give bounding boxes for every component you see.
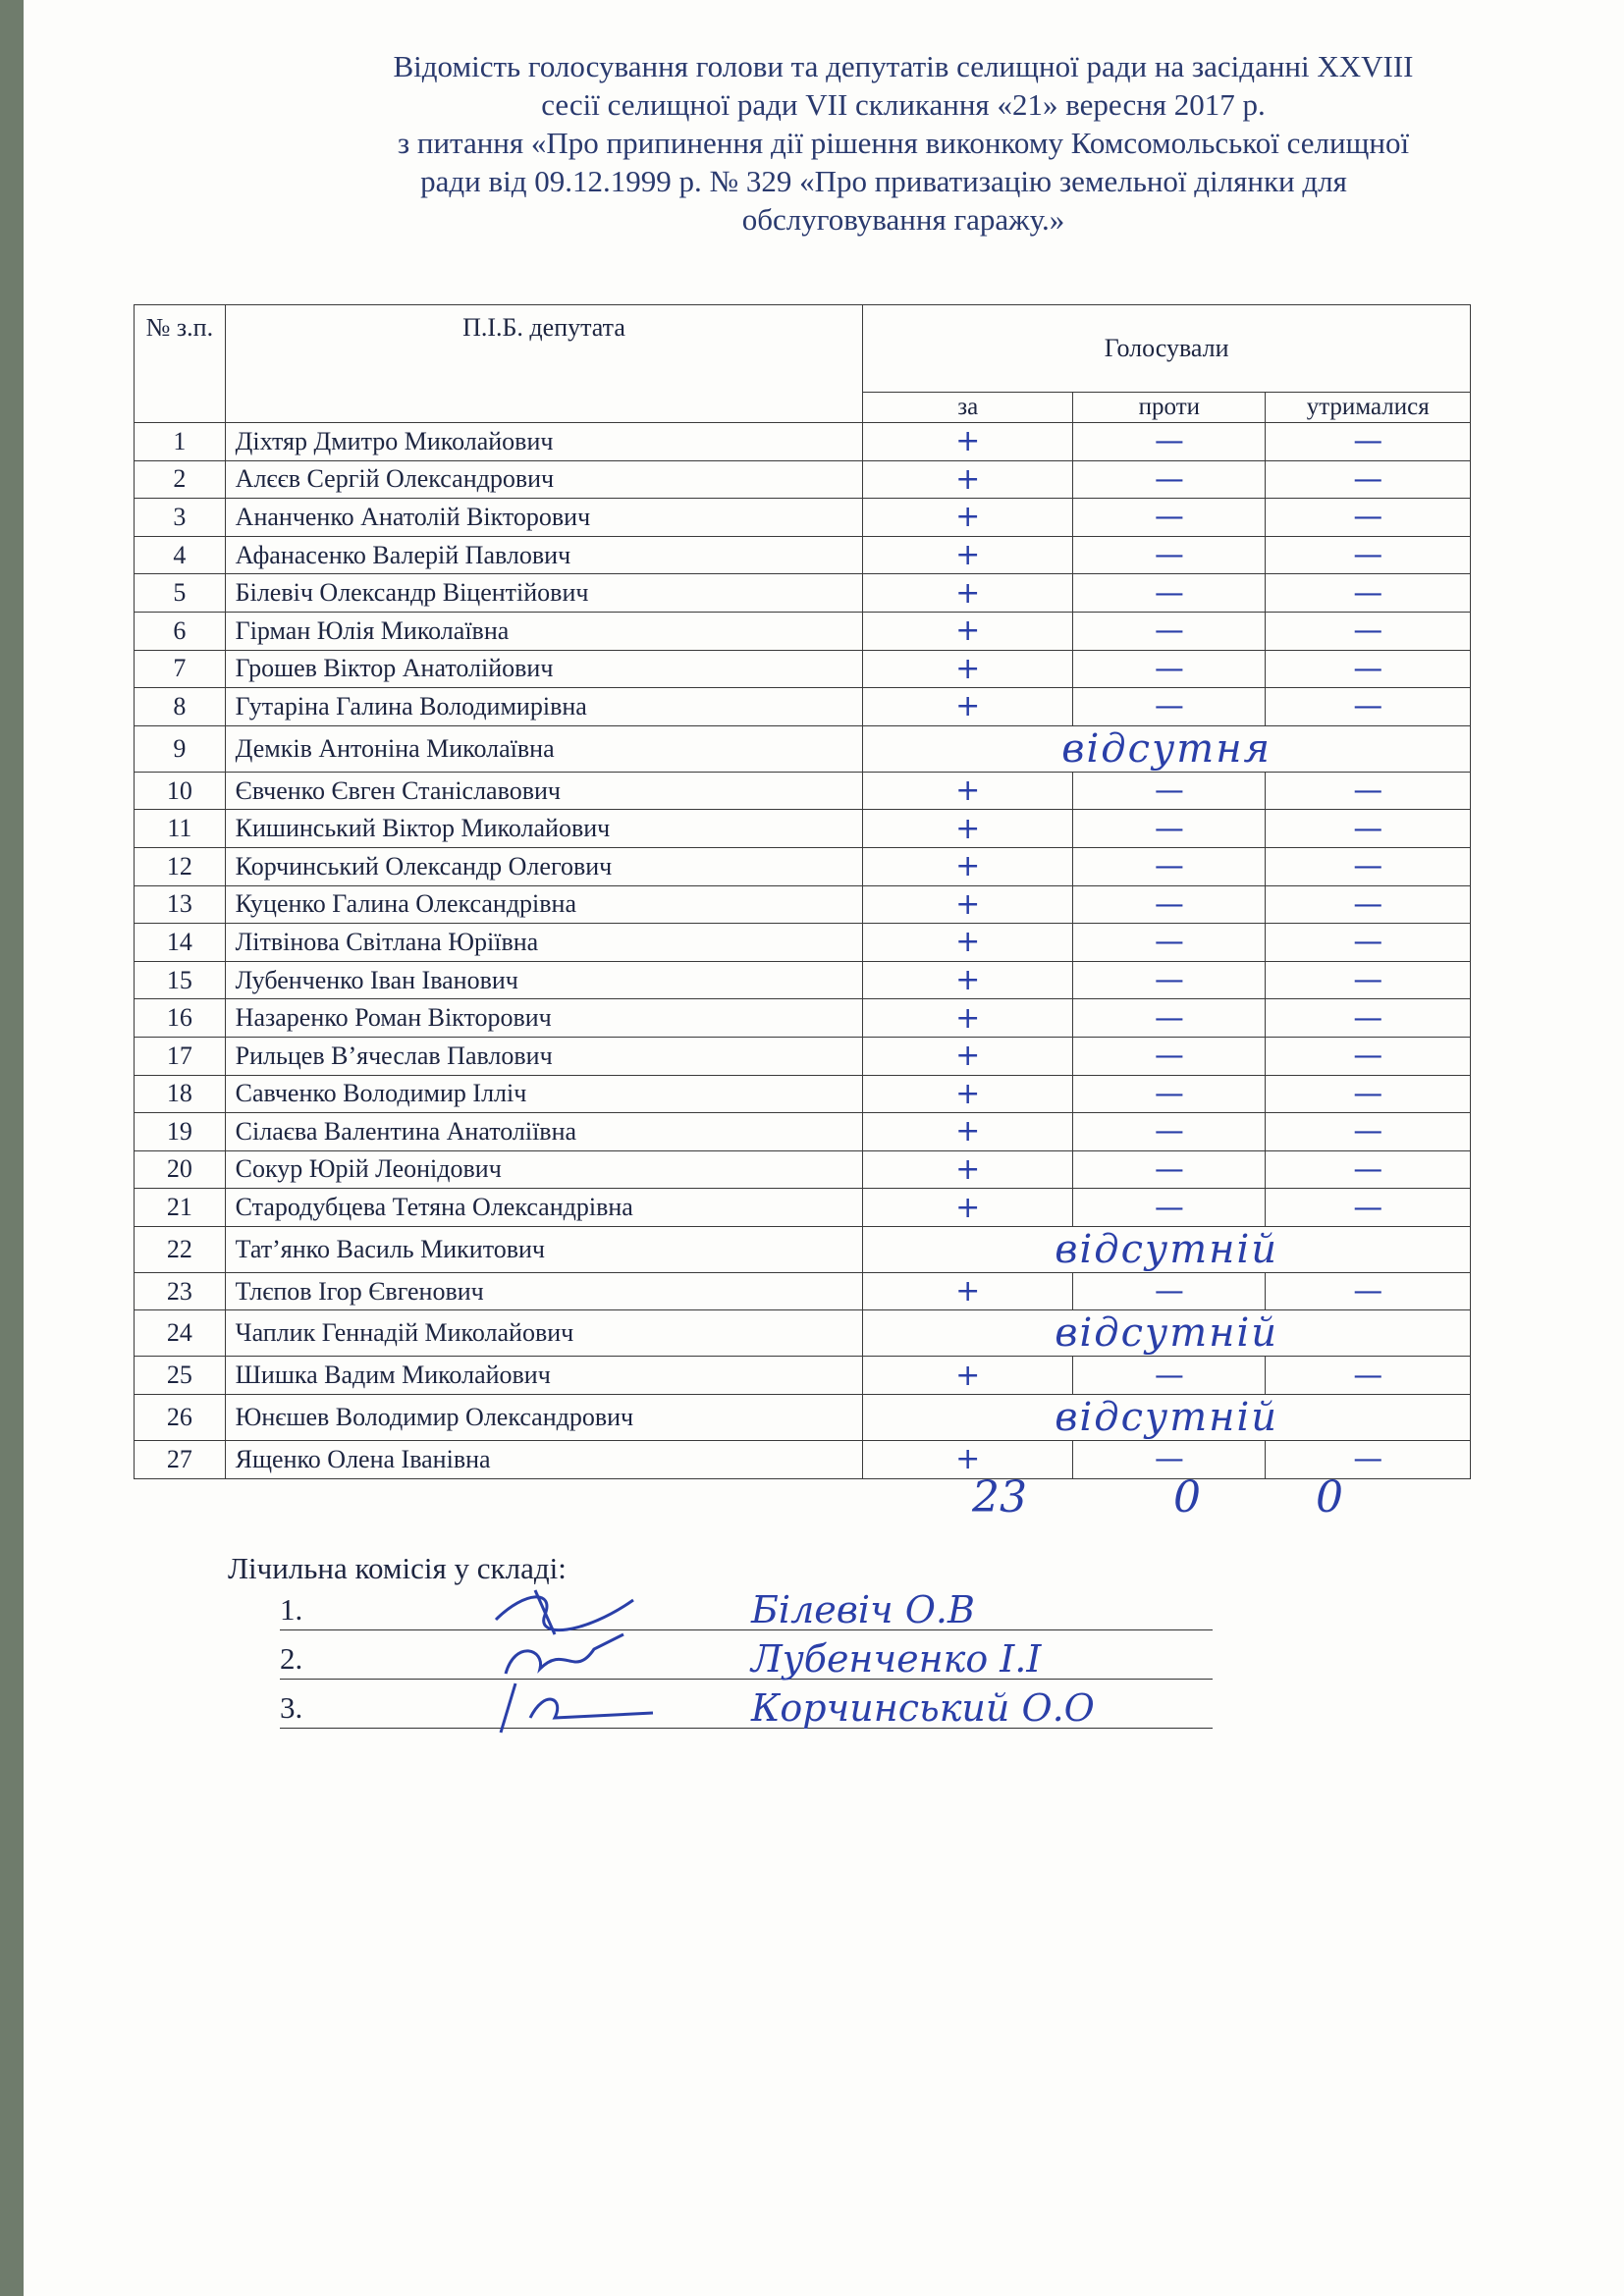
row-number: 2 — [135, 460, 226, 499]
deputy-name: Корчинський Олександр Олегович — [225, 847, 863, 885]
commission-label: Лічильна комісія у складі: — [228, 1551, 567, 1585]
vote-za: + — [863, 499, 1073, 537]
deputy-name: Євченко Євген Станіславович — [225, 772, 863, 810]
table-row — [135, 650, 1471, 688]
vote-za: + — [863, 1150, 1073, 1189]
scan-edge-strip — [0, 0, 24, 2296]
vote-proty: — — [1073, 650, 1266, 688]
deputy-name: Рильцев В’ячеслав Павлович — [225, 1037, 863, 1075]
vote-utr: — — [1266, 612, 1471, 650]
row-number: 9 — [135, 725, 226, 772]
table-row — [135, 423, 1471, 461]
table-row — [135, 574, 1471, 613]
vote-proty: — — [1073, 460, 1266, 499]
deputy-name: Стародубцева Тетяна Олександрівна — [225, 1189, 863, 1227]
vote-za: + — [863, 1357, 1073, 1395]
deputy-name: Ананченко Анатолій Вікторович — [225, 499, 863, 537]
vote-proty: — — [1073, 1037, 1266, 1075]
deputy-name: Літвінова Світлана Юріївна — [225, 924, 863, 962]
table-row — [135, 1226, 1471, 1272]
table-row — [135, 460, 1471, 499]
deputy-name: Діхтяр Дмитро Миколайович — [225, 423, 863, 461]
vote-za: + — [863, 574, 1073, 613]
row-number: 27 — [135, 1441, 226, 1479]
vote-za: + — [863, 810, 1073, 848]
row-number: 13 — [135, 885, 226, 924]
document-heading — [206, 47, 1600, 239]
deputy-name: Ященко Олена Іванівна — [225, 1441, 863, 1479]
absent-note: відсутня — [863, 725, 1471, 772]
vote-za: + — [863, 536, 1073, 574]
deputy-name: Грошев Віктор Анатолійович — [225, 650, 863, 688]
voting-table-body — [135, 423, 1471, 1479]
row-number: 25 — [135, 1357, 226, 1395]
absent-note: відсутній — [863, 1226, 1471, 1272]
vote-utr: — — [1266, 924, 1471, 962]
row-number: 10 — [135, 772, 226, 810]
table-row — [135, 772, 1471, 810]
row-number: 4 — [135, 536, 226, 574]
vote-proty: — — [1073, 1189, 1266, 1227]
table-row — [135, 885, 1471, 924]
vote-utr: — — [1266, 1150, 1471, 1189]
row-number: 21 — [135, 1189, 226, 1227]
vote-utr: — — [1266, 1037, 1471, 1075]
vote-za: + — [863, 423, 1073, 461]
deputy-name: Кишинський Віктор Миколайович — [225, 810, 863, 848]
vote-utr: — — [1266, 1113, 1471, 1151]
table-row — [135, 1150, 1471, 1189]
row-number: 22 — [135, 1226, 226, 1272]
vote-utr: — — [1266, 885, 1471, 924]
vote-proty: — — [1073, 810, 1266, 848]
vote-proty: — — [1073, 536, 1266, 574]
absent-note: відсутній — [863, 1395, 1471, 1441]
signature-line-3 — [280, 1688, 1213, 1729]
vote-za: + — [863, 650, 1073, 688]
deputy-name: Назаренко Роман Вікторович — [225, 999, 863, 1038]
deputy-name: Куценко Галина Олександрівна — [225, 885, 863, 924]
deputy-name: Юнєшев Володимир Олександрович — [225, 1395, 863, 1441]
row-number: 7 — [135, 650, 226, 688]
vote-proty: — — [1073, 1441, 1266, 1479]
deputy-name: Алєєв Сергій Олександрович — [225, 460, 863, 499]
header-name: П.І.Б. депутата — [225, 305, 863, 423]
vote-utr: — — [1266, 460, 1471, 499]
signature-name: Корчинський О.О — [751, 1686, 1095, 1730]
vote-utr: — — [1266, 423, 1471, 461]
deputy-name: Гутаріна Галина Володимирівна — [225, 688, 863, 726]
deputy-name: Тлєпов Ігор Євгенович — [225, 1272, 863, 1310]
deputy-name: Тат’янко Василь Микитович — [225, 1226, 863, 1272]
heading-line-4: ради від 09.12.1999 р. № 329 «Про приватизацію земельної ділянки для — [420, 164, 1347, 198]
row-number: 5 — [135, 574, 226, 613]
deputy-name: Лубенченко Іван Іванович — [225, 961, 863, 999]
row-number: 11 — [135, 810, 226, 848]
row-number: 8 — [135, 688, 226, 726]
table-row — [135, 1037, 1471, 1075]
vote-utr: — — [1266, 999, 1471, 1038]
table-row — [135, 612, 1471, 650]
vote-proty: — — [1073, 574, 1266, 613]
vote-proty: — — [1073, 612, 1266, 650]
signature-number: 1. — [280, 1592, 303, 1627]
vote-utr: — — [1266, 650, 1471, 688]
table-row — [135, 1441, 1471, 1479]
table-row — [135, 725, 1471, 772]
header-voted: Голосували — [863, 305, 1471, 393]
row-number: 18 — [135, 1075, 226, 1113]
table-row — [135, 961, 1471, 999]
signature-line-2 — [280, 1639, 1213, 1680]
deputy-name: Шишка Вадим Миколайович — [225, 1357, 863, 1395]
vote-za: + — [863, 612, 1073, 650]
vote-za: + — [863, 460, 1073, 499]
vote-za: + — [863, 1189, 1073, 1227]
vote-utr: — — [1266, 772, 1471, 810]
deputy-name: Демків Антоніна Миколаївна — [225, 725, 863, 772]
vote-za: + — [863, 1075, 1073, 1113]
row-number: 14 — [135, 924, 226, 962]
vote-proty: — — [1073, 1075, 1266, 1113]
vote-proty: — — [1073, 423, 1266, 461]
table-row — [135, 847, 1471, 885]
table-row — [135, 999, 1471, 1038]
vote-za: + — [863, 688, 1073, 726]
vote-utr: — — [1266, 1272, 1471, 1310]
heading-line-2: сесії селищної ради VII скликання «21» вересня 2017 р. — [541, 87, 1266, 122]
vote-proty: — — [1073, 999, 1266, 1038]
deputy-name: Білевіч Олександр Віцентійович — [225, 574, 863, 613]
row-number: 1 — [135, 423, 226, 461]
voting-table — [134, 304, 1471, 1479]
signature-scribble-icon — [486, 1679, 663, 1737]
heading-line-3: з питання «Про припинення дії рішення виконкому Комсомольської селищної — [397, 126, 1410, 160]
vote-proty: — — [1073, 847, 1266, 885]
total-proty: 0 — [1173, 1472, 1201, 1522]
row-number: 20 — [135, 1150, 226, 1189]
table-row — [135, 1310, 1471, 1357]
vote-proty: — — [1073, 1272, 1266, 1310]
vote-za: + — [863, 1113, 1073, 1151]
vote-za: + — [863, 885, 1073, 924]
deputy-name: Савченко Володимир Ілліч — [225, 1075, 863, 1113]
table-row — [135, 688, 1471, 726]
vote-proty: — — [1073, 688, 1266, 726]
signature-name: Лубенченко І.І — [751, 1637, 1042, 1681]
vote-utr: — — [1266, 1441, 1471, 1479]
deputy-name: Афанасенко Валерій Павлович — [225, 536, 863, 574]
heading-line-5: обслуговування гаражу.» — [741, 202, 1065, 237]
vote-utr: — — [1266, 1189, 1471, 1227]
absent-note: відсутній — [863, 1310, 1471, 1357]
row-number: 15 — [135, 961, 226, 999]
vote-utr: — — [1266, 688, 1471, 726]
vote-proty: — — [1073, 961, 1266, 999]
vote-za: + — [863, 999, 1073, 1038]
deputy-name: Чаплик Геннадій Миколайович — [225, 1310, 863, 1357]
table-row — [135, 1272, 1471, 1310]
row-number: 12 — [135, 847, 226, 885]
table-row — [135, 1395, 1471, 1441]
total-za: 23 — [972, 1472, 1027, 1522]
row-number: 6 — [135, 612, 226, 650]
vote-proty: — — [1073, 1150, 1266, 1189]
header-number: № з.п. — [135, 305, 226, 423]
vote-za: + — [863, 1037, 1073, 1075]
vote-proty: — — [1073, 772, 1266, 810]
header-utr: утрималися — [1266, 393, 1471, 423]
row-number: 3 — [135, 499, 226, 537]
row-number: 17 — [135, 1037, 226, 1075]
vote-za: + — [863, 924, 1073, 962]
vote-za: + — [863, 1441, 1073, 1479]
row-number: 26 — [135, 1395, 226, 1441]
table-row — [135, 1189, 1471, 1227]
vote-za: + — [863, 772, 1073, 810]
table-row — [135, 1075, 1471, 1113]
vote-utr: — — [1266, 574, 1471, 613]
row-number: 24 — [135, 1310, 226, 1357]
vote-proty: — — [1073, 885, 1266, 924]
row-number: 19 — [135, 1113, 226, 1151]
vote-utr: — — [1266, 536, 1471, 574]
vote-utr: — — [1266, 810, 1471, 848]
table-row — [135, 810, 1471, 848]
signature-name: Білевіч О.В — [751, 1588, 975, 1631]
table-row — [135, 924, 1471, 962]
table-row — [135, 1357, 1471, 1395]
vote-utr: — — [1266, 499, 1471, 537]
vote-proty: — — [1073, 1357, 1266, 1395]
vote-za: + — [863, 847, 1073, 885]
header-proty: проти — [1073, 393, 1266, 423]
vote-utr: — — [1266, 1075, 1471, 1113]
deputy-name: Сокур Юрій Леонідович — [225, 1150, 863, 1189]
table-row — [135, 1113, 1471, 1151]
vote-utr: — — [1266, 847, 1471, 885]
deputy-name: Гірман Юлія Миколаївна — [225, 612, 863, 650]
row-number: 16 — [135, 999, 226, 1038]
vote-utr: — — [1266, 1357, 1471, 1395]
header-za: за — [863, 393, 1073, 423]
vote-za: + — [863, 961, 1073, 999]
signature-line-1 — [280, 1590, 1213, 1630]
deputy-name: Сілаєва Валентина Анатоліївна — [225, 1113, 863, 1151]
table-row — [135, 536, 1471, 574]
heading-line-1: Відомість голосування голови та депутатів селищної ради на засіданні XXVIII — [393, 49, 1414, 83]
vote-proty: — — [1073, 1113, 1266, 1151]
total-utr: 0 — [1316, 1472, 1343, 1522]
signature-number: 3. — [280, 1690, 303, 1725]
vote-proty: — — [1073, 924, 1266, 962]
vote-utr: — — [1266, 961, 1471, 999]
table-row — [135, 499, 1471, 537]
vote-za: + — [863, 1272, 1073, 1310]
row-number: 23 — [135, 1272, 226, 1310]
vote-proty: — — [1073, 499, 1266, 537]
signature-number: 2. — [280, 1641, 303, 1676]
